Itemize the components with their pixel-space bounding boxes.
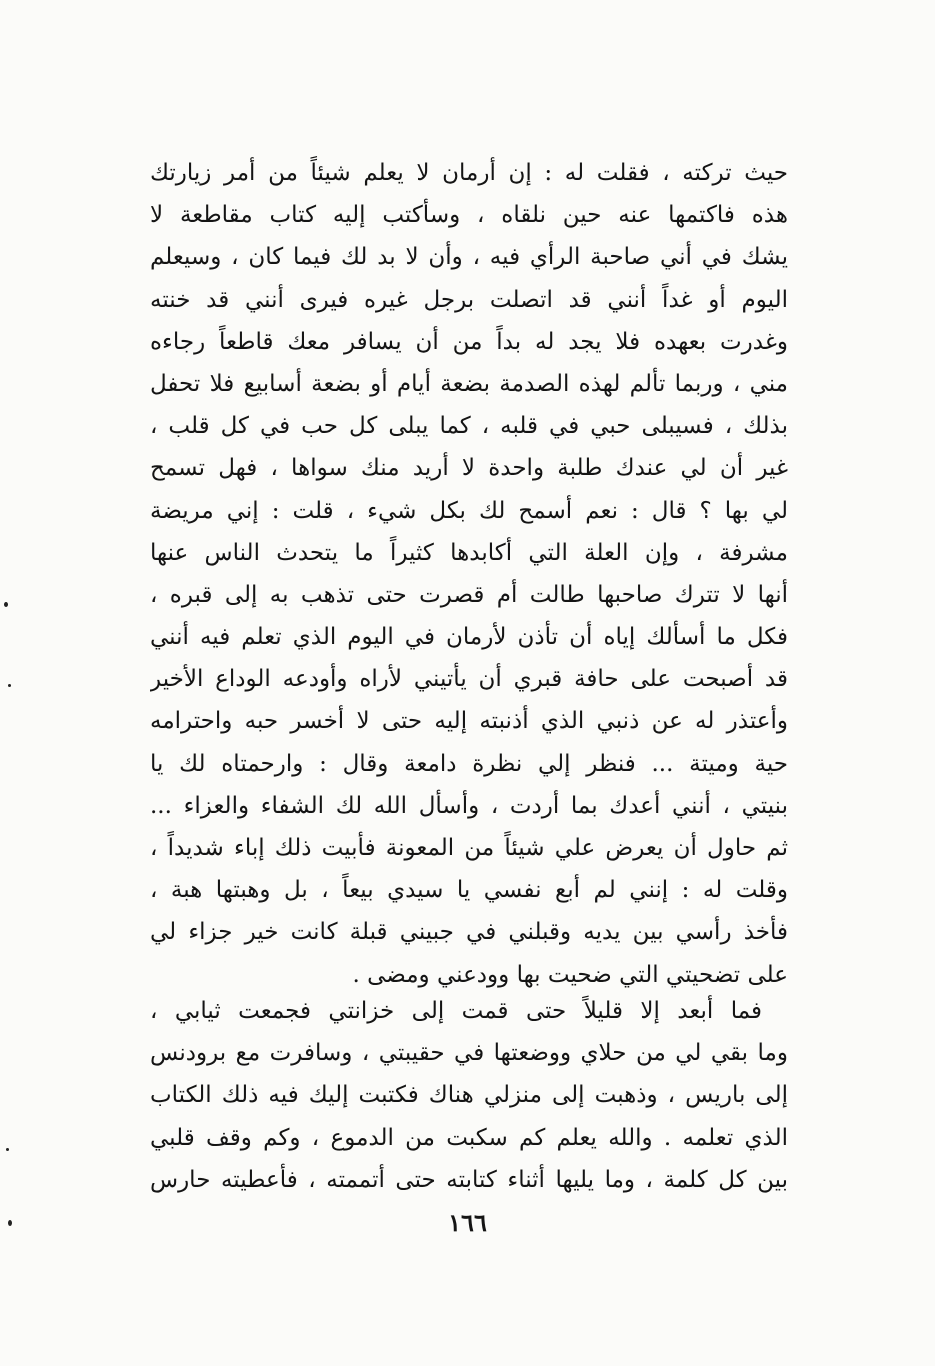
text-line: بذلك ، فسيبلى حبي في قلبه ، كما يبلى كل حب في كل قلب ، <box>150 413 788 440</box>
text-line: غير أن لي عندك طلبة واحدة لا أريد منك سواها ، فهل تسمح <box>150 455 788 482</box>
text-line: حيث تركته ، فقلت له : إن أرمان لا يعلم شيئاً من أمر زيارتك <box>150 160 788 186</box>
text-line: أنها لا تترك صاحبها طالت أم قصرت حتى تذهب به إلى قبره ، <box>150 581 788 608</box>
text-line: مشرفة ، وإن العلة التي أكابدها كثيراً ما يتحدث الناس عنها <box>150 539 788 566</box>
text-line: اليوم أو غداً أنني قد اتصلت برجل غيره فيرى أنني قد خنته <box>150 286 788 313</box>
text-line: وأعتذر له عن ذنبي الذي أذنبته إليه حتى لا أخسر حبه واحترامه <box>150 708 788 735</box>
text-line: حية وميتة ... فنظر إلي نظرة دامعة وقال : وارحمتاه لك يا <box>150 750 788 777</box>
text-line: وغدرت بعهده فلا يجد له بداً من أن يسافر معك قاطعاً رجاءه <box>150 328 788 355</box>
text-line: على تضحيتي التي ضحيت بها وودعني ومضى . <box>352 961 788 988</box>
scan-speck <box>8 684 11 687</box>
page-number: ١٦٦ <box>448 1208 487 1237</box>
text-line: ثم حاول أن يعرض علي شيئاً من المعونة فأبيت ذلك إباء شديداً ، <box>150 835 788 861</box>
text-line: بنيتي ، أنني أعدك بما أردت ، وأسأل الله لك الشفاء والعزاء ... <box>150 792 788 819</box>
text-line: هذه فاكتمها عنه حين نلقاه ، وسأكتب إليه كتاب مقاطعة لا <box>150 202 788 229</box>
text-line: وما بقي لي من حلاي ووضعتها في حقيبتي ، وسافرت مع برودنس <box>150 1040 788 1067</box>
text-line: قد أصبحت على حافة قبري أن يأتيني لأراه وأودعه الوداع الأخير <box>150 666 788 693</box>
text-line: وقلت له : إنني لم أبع نفسي يا سيدي بيعاً ، بل وهبتها هبة ، <box>150 877 788 904</box>
scan-speck <box>8 1220 12 1226</box>
text-line: يشك في أني صاحبة الرأي فيه ، وأن لا بد لك فيما كان ، وسيعلم <box>150 244 788 271</box>
text-line: بين كل كلمة ، وما يليها أثناء كتابته حتى أتممته ، فأعطيته حارس <box>150 1166 788 1193</box>
text-line: لي بها ؟ قال : نعم أسمح لك بكل شيء ، قلت : إني مريضة <box>150 497 788 524</box>
text-line: إلى باريس ، وذهبت إلى منزلي هناك فكتبت إليك فيه ذلك الكتاب <box>150 1082 788 1109</box>
scan-speck <box>6 1148 9 1151</box>
text-line: مني ، وربما تألم لهذه الصدمة بضعة أيام أو بضعة أسابيع فلا تحفل <box>150 370 788 397</box>
text-line: فما أبعد إلا قليلاً حتى قمت إلى خزانتي فجمعت ثيابي ، <box>150 998 762 1024</box>
text-line: فأخذ رأسي بين يديه وقبلني في جبيني قبلة كانت خير جزاء لي <box>150 919 788 946</box>
paragraph-1 <box>150 152 788 996</box>
paragraph-2 <box>150 990 788 1201</box>
text-line: الذي تعلمه . والله يعلم كم سكبت من الدموع ، وكم وقف قلبي <box>150 1124 788 1151</box>
scan-speck <box>4 602 8 607</box>
text-line: فكل ما أسألك إياه أن تأذن لأرمان في اليوم الذي تعلم فيه أنني <box>150 624 788 651</box>
